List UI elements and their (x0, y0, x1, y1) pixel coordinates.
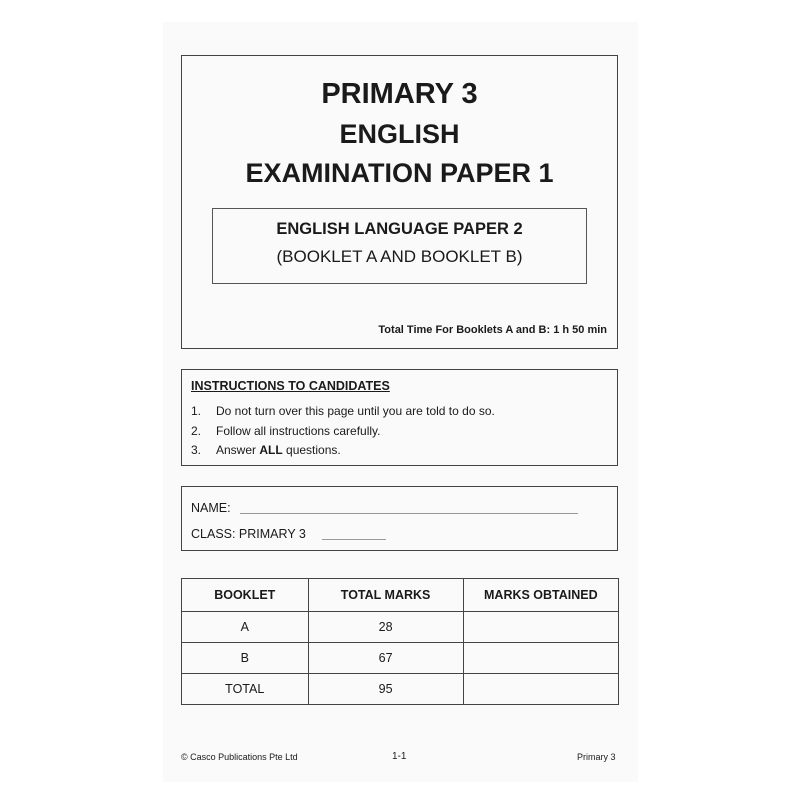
instruction-text: questions. (282, 443, 341, 457)
instruction-number: 3. (191, 443, 202, 457)
footer-page-number: 1-1 (392, 751, 407, 762)
instruction-item (191, 424, 381, 438)
column-header: MARKS OBTAINED (463, 579, 618, 612)
title-box (181, 55, 618, 349)
total-marks-cell: 28 (308, 612, 463, 643)
instruction-number: 1. (191, 404, 202, 418)
subtitle-line-2: (BOOKLET A AND BOOKLET B) (276, 247, 523, 266)
instruction-number: 2. (191, 424, 202, 438)
instruction-text: Follow all instructions carefully. (216, 424, 381, 438)
booklet-cell: TOTAL (182, 674, 309, 705)
table-row (182, 612, 619, 643)
candidate-box (181, 486, 618, 551)
instruction-text: Do not turn over this page until you are told to do so. (216, 404, 495, 418)
subtitle-box (212, 208, 587, 284)
footer-copyright: © Casco Publications Pte Ltd (181, 752, 298, 762)
name-label: NAME: (191, 501, 231, 515)
class-field[interactable] (322, 539, 386, 540)
instructions-heading: INSTRUCTIONS TO CANDIDATES (191, 379, 390, 393)
instruction-item (191, 443, 341, 457)
total-marks-cell: 67 (308, 643, 463, 674)
marks-table (181, 578, 619, 705)
table-header-row (182, 579, 619, 612)
title-line-2: ENGLISH (339, 119, 460, 149)
instruction-item (191, 404, 495, 418)
class-label: CLASS: PRIMARY 3 (191, 527, 306, 541)
column-header: TOTAL MARKS (308, 579, 463, 612)
table-row (182, 643, 619, 674)
title-line-3: EXAMINATION PAPER 1 (245, 158, 554, 188)
instruction-text: Answer (216, 443, 260, 457)
table-row (182, 674, 619, 705)
total-marks-cell: 95 (308, 674, 463, 705)
footer-level: Primary 3 (577, 752, 616, 762)
subtitle-line-1: ENGLISH LANGUAGE PAPER 2 (276, 220, 523, 238)
booklet-cell: A (182, 612, 309, 643)
total-time: Total Time For Booklets A and B: 1 h 50 min (378, 324, 607, 336)
instructions-box (181, 369, 618, 466)
marks-obtained-cell[interactable] (463, 612, 618, 643)
marks-obtained-cell[interactable] (463, 674, 618, 705)
booklet-cell: B (182, 643, 309, 674)
name-field[interactable] (240, 513, 578, 514)
instruction-emphasis: ALL (259, 443, 283, 457)
marks-obtained-cell[interactable] (463, 643, 618, 674)
column-header: BOOKLET (182, 579, 309, 612)
title-line-1: PRIMARY 3 (321, 78, 478, 110)
